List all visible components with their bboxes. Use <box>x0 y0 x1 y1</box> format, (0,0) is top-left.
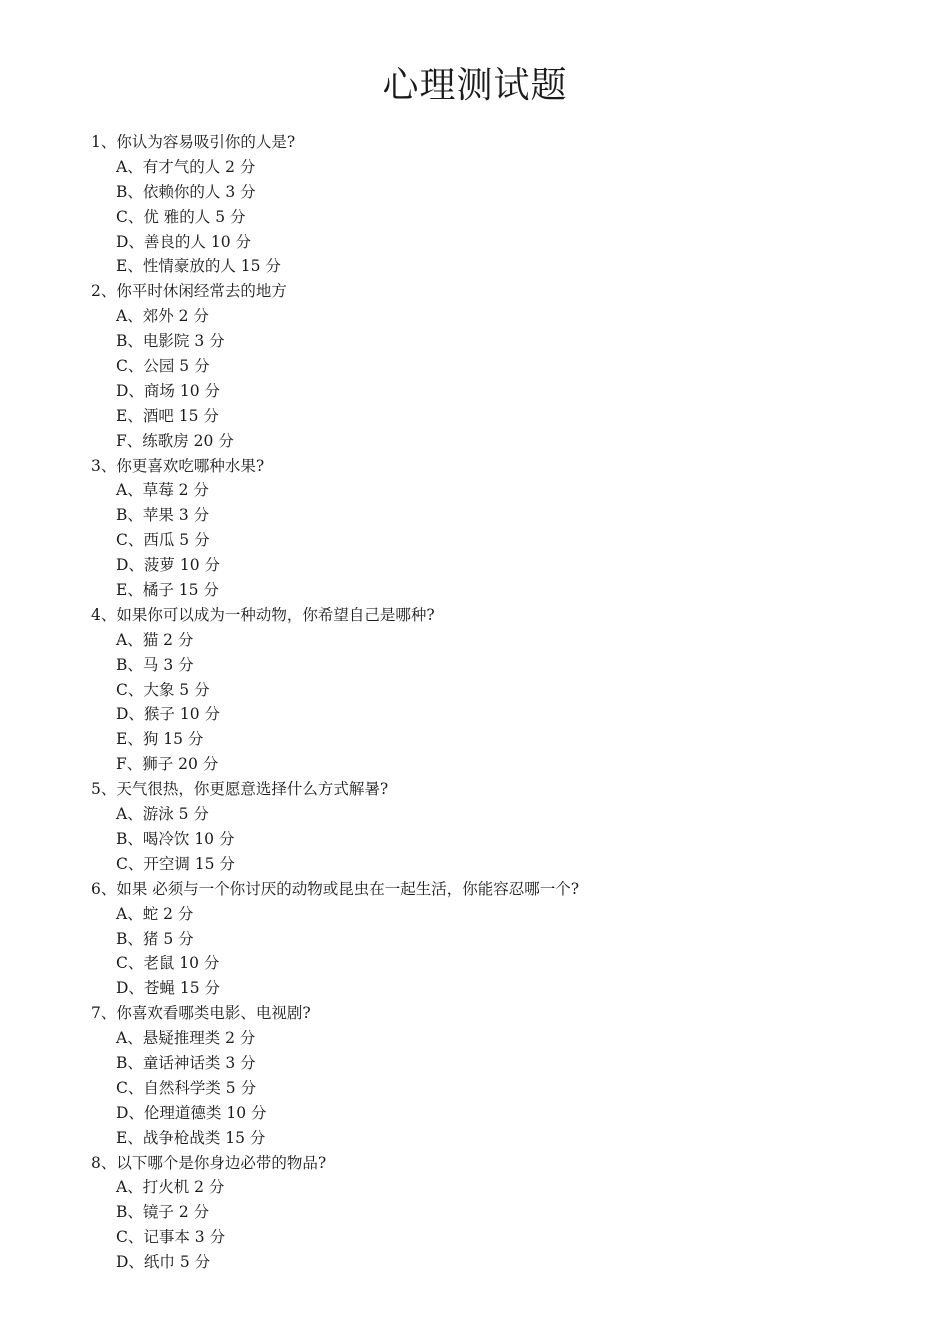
question-7-option-d: D、伦理道德类 10 分 <box>116 1103 267 1122</box>
question-6-option-a: A、蛇 2 分 <box>116 904 194 923</box>
question-8-option-b: B、镜子 2 分 <box>116 1203 210 1222</box>
question-3-option-c: C、西瓜 5 分 <box>116 531 210 550</box>
question-3-option-d: D、菠萝 10 分 <box>116 556 221 575</box>
question-5-option-c: C、开空调 15 分 <box>116 854 235 873</box>
question-2-option-b: B、电影院 3 分 <box>116 332 225 351</box>
question-8-option-a: A、打火机 2 分 <box>116 1178 225 1197</box>
question-3-option-b: B、苹果 3 分 <box>116 506 210 525</box>
question-1-option-d: D、善良的人 10 分 <box>116 232 252 251</box>
question-2-option-a: A、郊外 2 分 <box>116 307 209 326</box>
question-8-option-c: C、记事本 3 分 <box>116 1228 226 1247</box>
question-5-option-b: B、喝冷饮 10 分 <box>116 829 235 848</box>
question-5: 5、天气很热，你更愿意选择什么方式解暑? <box>91 780 389 799</box>
question-4-option-d: D、猴子 10 分 <box>116 705 221 724</box>
question-6-option-d: D、苍蝇 15 分 <box>116 979 221 998</box>
question-1-option-b: B、依赖你的人 3 分 <box>116 182 256 201</box>
question-5-option-a: A、游泳 5 分 <box>116 805 209 824</box>
question-6-option-b: B、猪 5 分 <box>116 929 194 948</box>
question-1-option-c: C、优 雅的人 5 分 <box>116 207 246 226</box>
question-1-option-a: A、有才气的人 2 分 <box>116 157 256 176</box>
question-1: 1、你认为容易吸引你的人是? <box>91 133 296 151</box>
question-4-option-f: F、狮子 20 分 <box>116 755 219 774</box>
question-8: 8、以下哪个是你身边必带的物品? <box>91 1153 327 1172</box>
question-2: 2、你平时休闲经常去的地方 <box>91 282 287 301</box>
question-2-option-c: C、公园 5 分 <box>116 357 210 376</box>
question-7-option-b: B、童话神话类 3 分 <box>116 1053 256 1072</box>
question-4-option-c: C、大象 5 分 <box>116 680 210 699</box>
question-7-option-a: A、悬疑推理类 2 分 <box>116 1029 256 1048</box>
question-2-option-d: D、商场 10 分 <box>116 381 221 400</box>
question-4-option-a: A、猫 2 分 <box>116 630 194 649</box>
question-3: 3、你更喜欢吃哪种水果? <box>91 456 265 475</box>
question-1-option-e: E、性情豪放的人 15 分 <box>116 257 281 276</box>
question-2-option-f: F、练歌房 20 分 <box>116 431 234 450</box>
question-7-option-c: C、自然科学类 5 分 <box>116 1078 257 1097</box>
question-3-option-e: E、橘子 15 分 <box>116 581 219 600</box>
question-7: 7、你喜欢看哪类电影、电视剧? <box>91 1004 311 1023</box>
question-6: 6、如果 必须与一个你讨厌的动物或昆虫在一起生活，你能容忍哪一个? <box>91 879 580 898</box>
question-6-option-c: C、老鼠 10 分 <box>116 954 220 973</box>
question-list <box>91 130 911 1275</box>
question-8-option-d: D、纸巾 5 分 <box>116 1253 211 1272</box>
question-7-option-e: E、战争枪战类 15 分 <box>116 1128 266 1147</box>
question-4: 4、如果你可以成为一种动物，你希望自己是哪种? <box>91 605 435 624</box>
document-title: 心理测试题 <box>382 65 568 106</box>
question-2-option-e: E、酒吧 15 分 <box>116 406 219 425</box>
question-4-option-e: E、狗 15 分 <box>116 730 204 749</box>
question-4-option-b: B、马 3 分 <box>116 655 194 674</box>
question-3-option-a: A、草莓 2 分 <box>116 481 209 500</box>
